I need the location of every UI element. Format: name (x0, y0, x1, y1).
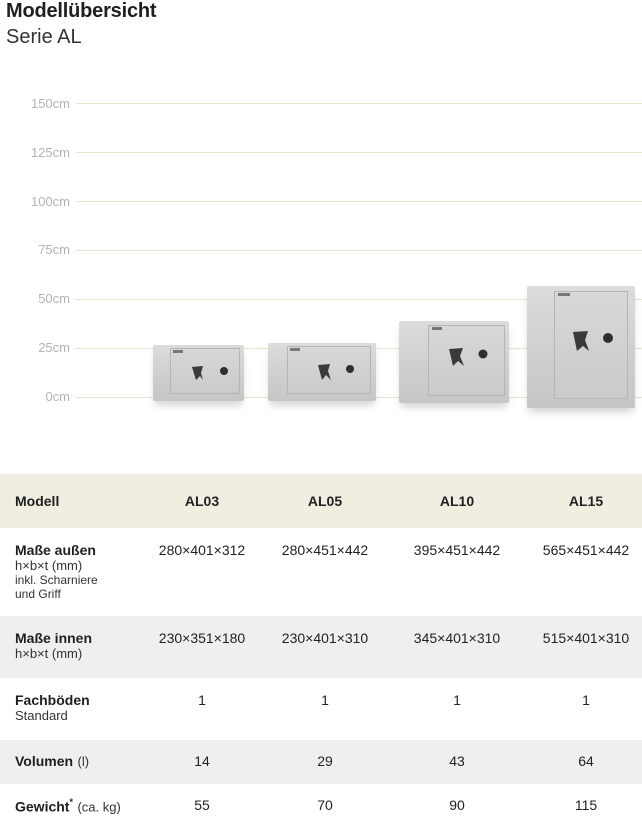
row-note: inkl. Scharniere (15, 573, 98, 587)
row-label: Gewicht (15, 798, 70, 815)
scale-label: 0cm (45, 389, 70, 404)
table-cell: 70 (317, 797, 333, 813)
row-sublabel: h×b×t (mm) (15, 646, 83, 661)
scale-gridline (76, 201, 642, 202)
page-title: Modellübersicht (6, 0, 157, 22)
scale-label: 150cm (30, 96, 70, 111)
row-label: Volumen (15, 753, 74, 769)
table-row (0, 616, 642, 678)
table-cell: 14 (194, 753, 210, 769)
table-cell: 90 (449, 797, 465, 813)
table-row (0, 784, 642, 828)
safe-al10-image (399, 321, 509, 403)
scale-gridline (76, 103, 642, 104)
header-label-modell: Modell (15, 493, 60, 509)
table-cell: 230×401×310 (281, 630, 369, 646)
table-cell: 280×451×442 (281, 542, 369, 558)
row-footnote-marker: * (69, 797, 73, 807)
row-label: Maße außen (15, 542, 96, 558)
brand-logo (432, 327, 442, 330)
safe-al15-image (527, 286, 635, 408)
row-label: Fachböden (15, 692, 90, 708)
table-cell: 395×451×442 (413, 542, 501, 558)
table-cell: 55 (194, 797, 210, 813)
table-cell: 345×401×310 (413, 630, 501, 646)
table-row (0, 740, 642, 784)
scale-label: 125cm (30, 145, 70, 160)
scale-label: 75cm (38, 242, 70, 257)
spec-table (0, 474, 642, 828)
brand-logo (173, 350, 183, 353)
safe-al05-image (268, 343, 376, 401)
brand-logo (558, 293, 570, 296)
row-label: Maße innen (15, 630, 93, 646)
table-cell: 1 (321, 692, 329, 708)
table-cell: 230×351×180 (158, 630, 246, 646)
safe-lock-icon (190, 363, 230, 385)
scale-label: 50cm (38, 291, 70, 306)
table-cell: 29 (317, 753, 333, 769)
table-row (0, 528, 642, 616)
table-header-row (0, 474, 642, 528)
header-cell: AL03 (184, 493, 220, 509)
safe-lock-icon (447, 345, 493, 371)
row-unit: (l) (77, 754, 90, 769)
size-comparison-chart (0, 88, 642, 428)
table-cell: 280×401×312 (158, 542, 246, 558)
safe-al03-image (153, 345, 244, 401)
table-cell: 43 (449, 753, 465, 769)
safe-lock-icon (316, 361, 360, 385)
table-cell: 115 (574, 797, 598, 813)
row-unit: (ca. kg) (77, 799, 121, 815)
table-row (0, 678, 642, 740)
row-note: und Griff (15, 587, 61, 601)
safe-lock-icon (571, 328, 621, 356)
scale-label: 100cm (30, 194, 70, 209)
header-cell: AL05 (307, 493, 343, 509)
scale-label: 25cm (38, 340, 70, 355)
page-subtitle: Serie AL (6, 26, 82, 48)
brand-logo (290, 348, 300, 351)
table-cell: 1 (582, 692, 590, 708)
row-sublabel: h×b×t (mm) (15, 558, 83, 573)
header-cell: AL15 (568, 493, 604, 509)
table-cell: 1 (198, 692, 206, 708)
table-cell: 1 (453, 692, 461, 708)
table-cell: 64 (578, 753, 594, 769)
scale-gridline (76, 250, 642, 251)
header-cell: AL10 (439, 493, 475, 509)
table-cell: 565×451×442 (542, 542, 630, 558)
table-cell: 515×401×310 (542, 630, 630, 646)
row-sublabel: Standard (15, 708, 68, 723)
scale-gridline (76, 152, 642, 153)
